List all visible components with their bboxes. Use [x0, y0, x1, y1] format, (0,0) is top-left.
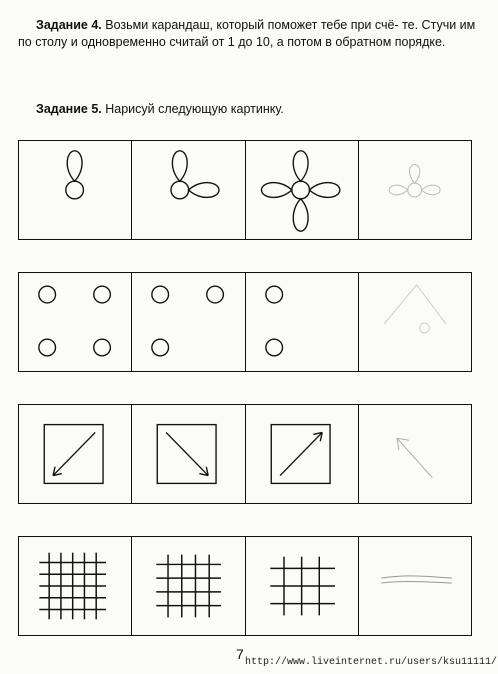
arrow-pencil-sketch	[359, 405, 471, 503]
circles-cell-1	[19, 273, 132, 371]
arrow-cell-4-blank	[359, 405, 471, 503]
square-arrow-down-left-drawing	[19, 405, 131, 503]
flower-cell-4-blank	[359, 141, 471, 239]
flower-2-petals-drawing	[132, 141, 244, 239]
flower-3-petals-drawing	[246, 141, 358, 239]
task-4-body: Возьми карандаш, который поможет тебе при счё- те. Стучи им по столу и одновременно считай от 1 до 10, а потом в обратном порядке.	[18, 18, 476, 49]
circles-pencil-sketch	[359, 273, 471, 371]
circles-cell-2	[132, 273, 245, 371]
row-flower-petals	[18, 140, 472, 240]
grid-cell-1	[19, 537, 132, 635]
three-circles-drawing	[132, 273, 244, 371]
row-circles	[18, 272, 472, 372]
arrow-cell-2	[132, 405, 245, 503]
circles-cell-3	[246, 273, 359, 371]
grid-cell-2	[132, 537, 245, 635]
square-arrow-down-right-drawing	[132, 405, 244, 503]
square-arrow-up-right-drawing	[246, 405, 358, 503]
flower-pencil-sketch	[359, 141, 471, 239]
arrow-cell-1	[19, 405, 132, 503]
flower-cell-1	[19, 141, 132, 239]
page-number: 7	[236, 646, 244, 662]
flower-cell-3	[246, 141, 359, 239]
grid-3x3-drawing	[246, 537, 358, 635]
grid-4x4-drawing	[132, 537, 244, 635]
row-arrows-in-squares	[18, 404, 472, 504]
row-grids	[18, 536, 472, 636]
arrow-cell-3	[246, 405, 359, 503]
task-4-label: Задание 4.	[36, 18, 102, 32]
task-5-text	[18, 101, 478, 118]
task-5-body: Нарисуй следующую картинку.	[105, 102, 284, 116]
flower-1-petal-drawing	[19, 141, 131, 239]
flower-cell-2	[132, 141, 245, 239]
grid-5x5-drawing	[19, 537, 131, 635]
circles-cell-4-blank	[359, 273, 471, 371]
four-circles-drawing	[19, 273, 131, 371]
grid-pencil-sketch	[359, 537, 471, 635]
grid-cell-3	[246, 537, 359, 635]
two-circles-drawing	[246, 273, 358, 371]
source-url: http://www.liveinternet.ru/users/ksu11111/	[245, 657, 498, 668]
task-5-label: Задание 5.	[36, 102, 102, 116]
grid-cell-4-blank	[359, 537, 471, 635]
task-4-text	[18, 17, 478, 51]
